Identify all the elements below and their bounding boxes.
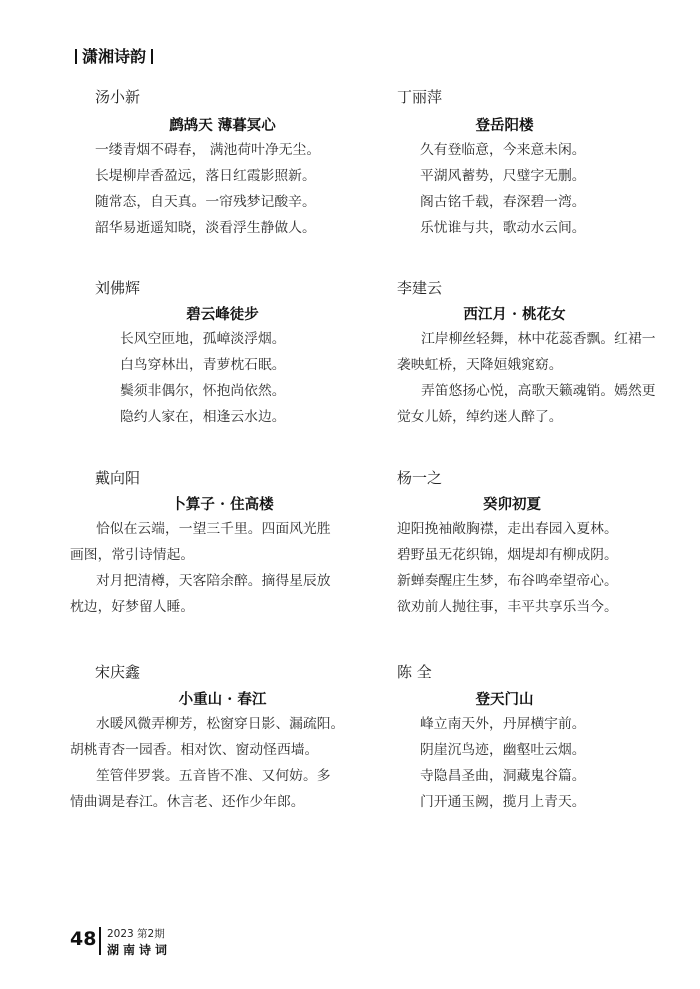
poem-title: 登天门山 — [475, 691, 534, 708]
poem-line: 乐忧谁与共，歌动水云间。 — [420, 220, 586, 236]
poem-author: 李建云 — [397, 279, 443, 297]
poem-line: 对月把清樽，天客陪余醉。摘得星辰放 — [96, 573, 331, 589]
poem-line: 门开通玉阙，揽月上青天。 — [420, 794, 586, 810]
poem-line: 久有登临意，今来意未闲。 — [420, 142, 586, 158]
poem-line: 欲劝前人抛往事，丰平共享乐当今。 — [397, 599, 618, 615]
poem-line: 阴崖沉鸟迹，幽壑吐云烟。 — [420, 742, 586, 758]
poem-line: 鬓须非偶尔，怀抱尚依然。 — [120, 383, 286, 399]
poem-author: 戴向阳 — [95, 469, 141, 487]
poem-author: 杨一之 — [397, 469, 443, 487]
poem-lines — [70, 711, 344, 815]
poem-author: 陈 全 — [397, 663, 432, 681]
page-number: 48 — [70, 928, 97, 950]
poem-lines — [120, 326, 286, 430]
poem-lines — [420, 137, 586, 241]
poem-line: 枕边，好梦留人睡。 — [70, 599, 195, 615]
poem-line: 长堤柳岸香盈远，落日红霞影照新。 — [95, 168, 316, 184]
poem-author: 汤小新 — [95, 88, 141, 106]
poem-lines — [397, 516, 618, 620]
poem-line: 一缕青烟不碍春， 满池荷叶净无尘。 — [95, 142, 321, 158]
poem-lines — [420, 711, 586, 815]
poem-line: 恰似在云端，一望三千里。四面风光胜 — [96, 521, 331, 537]
magazine-name: 湖南诗词 — [107, 943, 172, 957]
poem-line: 弄笛悠扬心悦，高歌天籁魂销。嫣然更 — [421, 383, 656, 399]
poem-line: 江岸柳丝轻舞，林中花蕊香飘。红裙一 — [421, 331, 656, 347]
poem-title: 登岳阳楼 — [475, 117, 534, 134]
poem-line: 碧野虽无花织锦，烟堤却有柳成阴。 — [397, 547, 618, 563]
poem-lines — [95, 137, 320, 241]
poem-line: 白鸟穿林出，青萝枕石眠。 — [120, 357, 286, 373]
poem-title: 西江月 · 桃花女 — [463, 306, 566, 323]
poem-title: 碧云峰徒步 — [186, 306, 259, 323]
header-bar-left — [75, 49, 77, 64]
poem-line: 袭映虹桥，天降姮娥窕窈。 — [397, 357, 563, 373]
poem-line: 平湖风蓄势，尺璧字无删。 — [420, 168, 586, 184]
poem-title: 癸卯初夏 — [483, 496, 541, 513]
poem-line: 长风空匝地，孤嶂淡浮烟。 — [120, 331, 286, 347]
poem-author: 刘佛辉 — [95, 279, 141, 297]
column-title: 潇湘诗韵 — [82, 47, 147, 66]
poem-line: 情曲调是春江。休言老、还作少年郎。 — [70, 794, 305, 810]
poem-line: 新蝉奏醒庄生梦，布谷鸣牵望帝心。 — [397, 573, 618, 589]
column-header — [70, 44, 158, 67]
poem-author: 宋庆鑫 — [95, 663, 141, 681]
poem-title: 卜算子 · 住高楼 — [171, 496, 274, 513]
poem-author: 丁丽萍 — [397, 88, 443, 106]
poem-title: 小重山 · 春江 — [178, 691, 267, 708]
poem-line: 韶华易逝遥知晓，淡看浮生静做人。 — [95, 220, 316, 236]
poem-line: 隐约人家在，相逢云水边。 — [120, 409, 286, 425]
poem-line: 胡桃青杏一园香。相对饮、窗动怪西墙。 — [70, 742, 319, 758]
poem-lines — [70, 516, 331, 620]
poem-line: 峰立南天外，丹屏横宇前。 — [420, 716, 586, 732]
footer-divider — [99, 927, 101, 955]
poem-line: 阁古铭千载，春深碧一湾。 — [420, 194, 586, 210]
issue-label: 2023 第2期 — [107, 928, 165, 940]
poem-line: 笙管伴罗裳。五音皆不准、又何妨。多 — [96, 768, 331, 784]
poem-line: 寺隐昌圣曲，洞藏鬼谷篇。 — [420, 768, 586, 784]
header-bar-right — [151, 49, 153, 64]
poem-title: 鹧鸪天 薄暮冥心 — [169, 117, 276, 134]
poem-line: 迎阳挽袖敞胸襟，走出春园入夏林。 — [397, 521, 618, 537]
poem-line: 画图，常引诗情起。 — [70, 547, 195, 563]
poem-line: 水暖风微弄柳芳，松窗穿日影、漏疏阳。 — [96, 716, 345, 732]
poem-line: 随常态，自天真。一帘残梦记酸辛。 — [95, 194, 316, 210]
poem-lines — [397, 326, 656, 430]
poem-line: 觉女儿娇，绰约迷人醉了。 — [397, 409, 563, 425]
